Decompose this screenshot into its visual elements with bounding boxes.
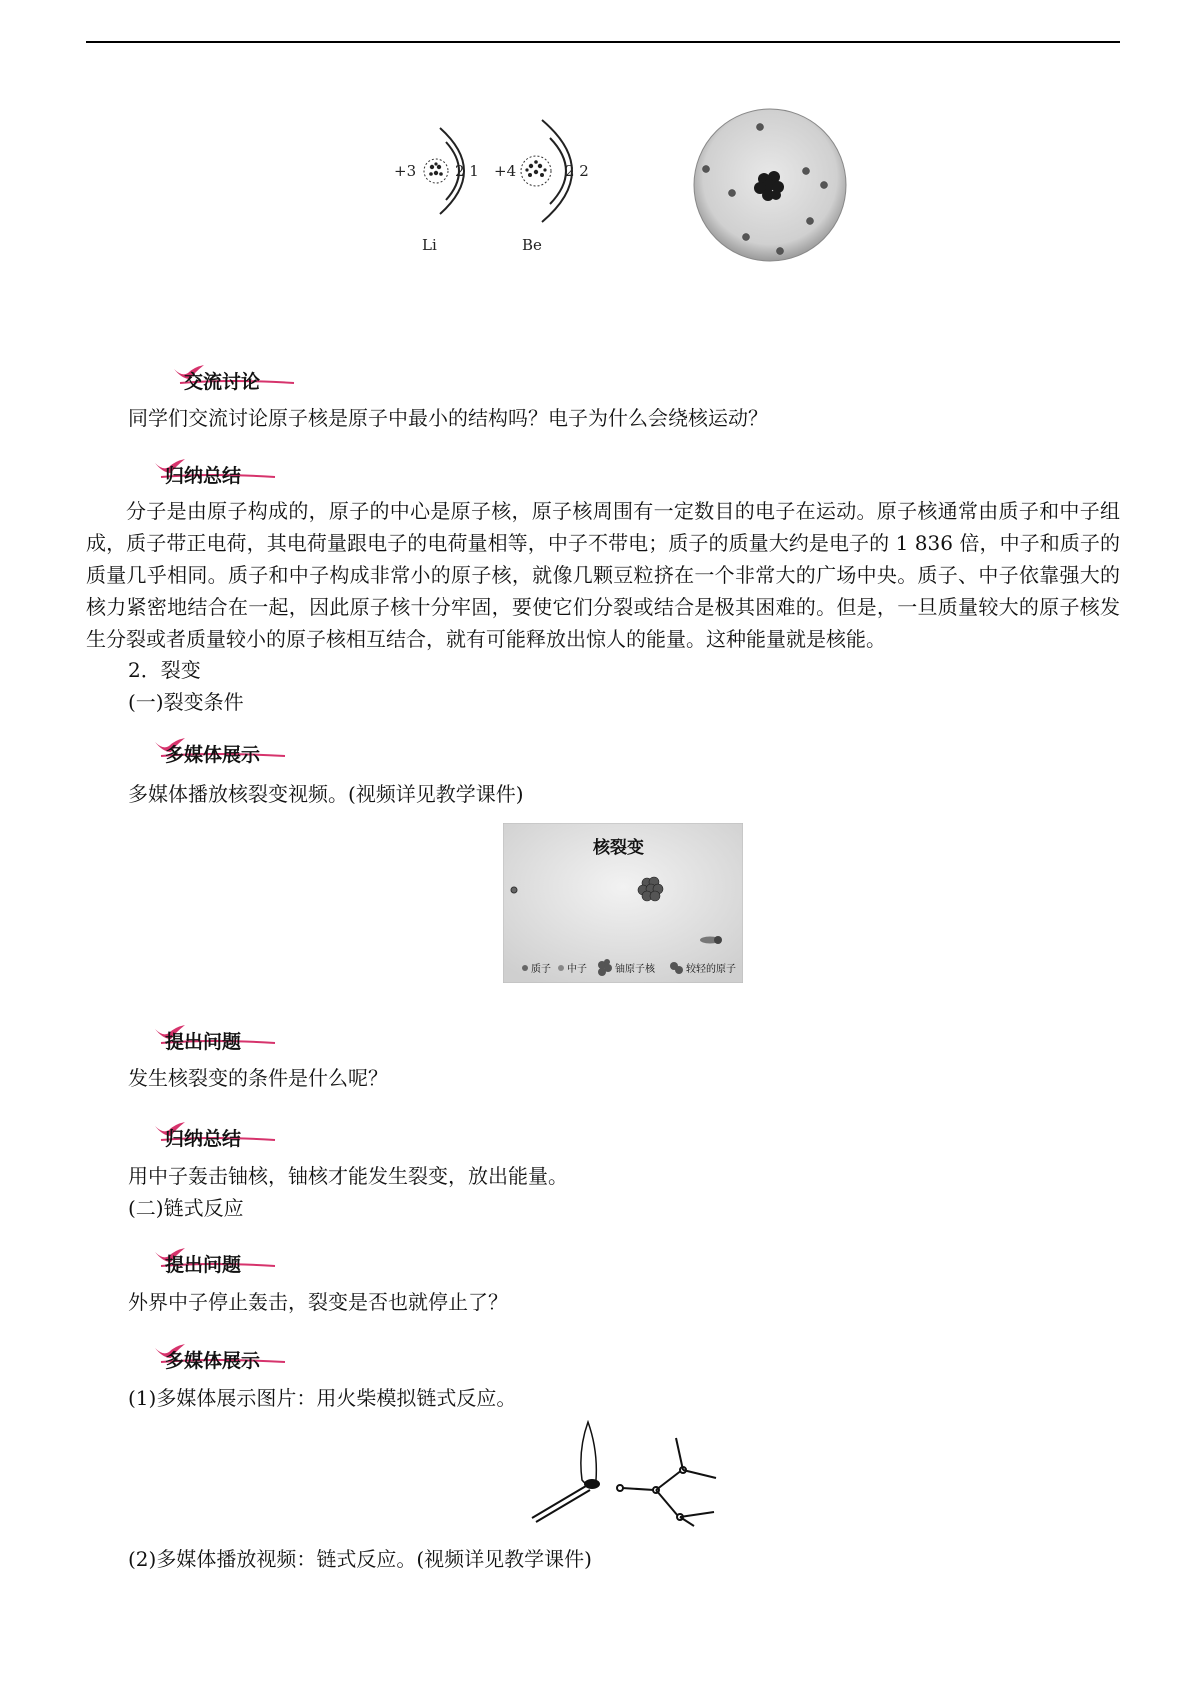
section-2-heading: 2．裂变 <box>128 658 201 682</box>
match-chain-illustration <box>530 1420 730 1530</box>
be-symbol: Be <box>522 236 542 254</box>
fission-panel-title: 核裂变 <box>593 838 644 858</box>
top-rule <box>86 41 1120 43</box>
be-shells: 2 2 <box>565 162 589 180</box>
be-charge: +4 <box>494 162 517 180</box>
tag-media-1 <box>165 740 260 767</box>
fission-video-panel[interactable] <box>503 823 743 983</box>
tag-media-2-label: 多媒体展示 <box>165 1350 261 1372</box>
li-charge: +3 <box>394 162 417 180</box>
tag-summary-1-label: 归纳总结 <box>165 465 242 487</box>
subheading-fission-condition: (一)裂变条件 <box>128 690 244 714</box>
discuss-body: 同学们交流讨论原子核是原子中最小的结构吗？电子为什么会绕核运动？ <box>128 406 768 430</box>
tag-summary-1 <box>165 461 241 488</box>
tag-discuss-label: 交流讨论 <box>184 371 261 393</box>
tag-media-2 <box>165 1346 260 1373</box>
tag-discuss <box>184 367 260 394</box>
subheading-chain-reaction: (二)链式反应 <box>128 1196 244 1220</box>
tag-question-1-label: 提出问题 <box>165 1031 242 1053</box>
question-2-body: 外界中子停止轰击，裂变是否也就停止了？ <box>128 1290 508 1314</box>
tag-summary-2-label: 归纳总结 <box>165 1128 242 1150</box>
tag-summary-2 <box>165 1124 241 1151</box>
tag-question-2-label: 提出问题 <box>165 1254 242 1276</box>
media-2-item-1: (1)多媒体展示图片：用火柴模拟链式反应。 <box>128 1386 517 1410</box>
question-1-body: 发生核裂变的条件是什么呢？ <box>128 1066 388 1090</box>
tag-media-1-label: 多媒体展示 <box>165 744 261 766</box>
legend-neutron: 中子 <box>567 964 587 975</box>
media-2-item-2: (2)多媒体播放视频：链式反应。(视频详见教学课件) <box>128 1547 592 1571</box>
li-shells: 2 1 <box>455 162 479 180</box>
tag-question-2 <box>165 1250 241 1277</box>
legend-light-atom: 较轻的原子 <box>686 964 736 975</box>
tag-question-1 <box>165 1027 241 1054</box>
atom-model-image <box>690 105 850 265</box>
summary-1-body: 分子是由原子构成的，原子的中心是原子核，原子核周围有一定数目的电子在运动。原子核通常由质子和中子组成，质子带正电荷，其电荷量跟电子的电荷量相等，中子不带电；质子的质量大约是电子的 1 836 倍，中子和质子的质量几乎相同。质子和中子构成非常小的原子核，就像几颗豆粒挤在一个非常大的广场中央。质子、中子依靠强大的核力紧密地结合在一起，因此原子核十分牢固，要使它们分裂或结合是极其困难的。但是，一旦质量较大的原子核发生分裂或者质量较小的原子核相互结合，就有可能释放出惊人的能量。这种能量就是核能。 <box>86 499 1120 651</box>
legend-uranium: 铀原子核 <box>615 964 655 975</box>
legend-proton: 质子 <box>531 964 551 975</box>
atom-structure-diagram <box>390 110 620 260</box>
media-1-body: 多媒体播放核裂变视频。(视频详见教学课件) <box>128 782 524 806</box>
summary-2-body: 用中子轰击铀核，铀核才能发生裂变，放出能量。 <box>128 1164 568 1188</box>
li-symbol: Li <box>422 236 437 254</box>
